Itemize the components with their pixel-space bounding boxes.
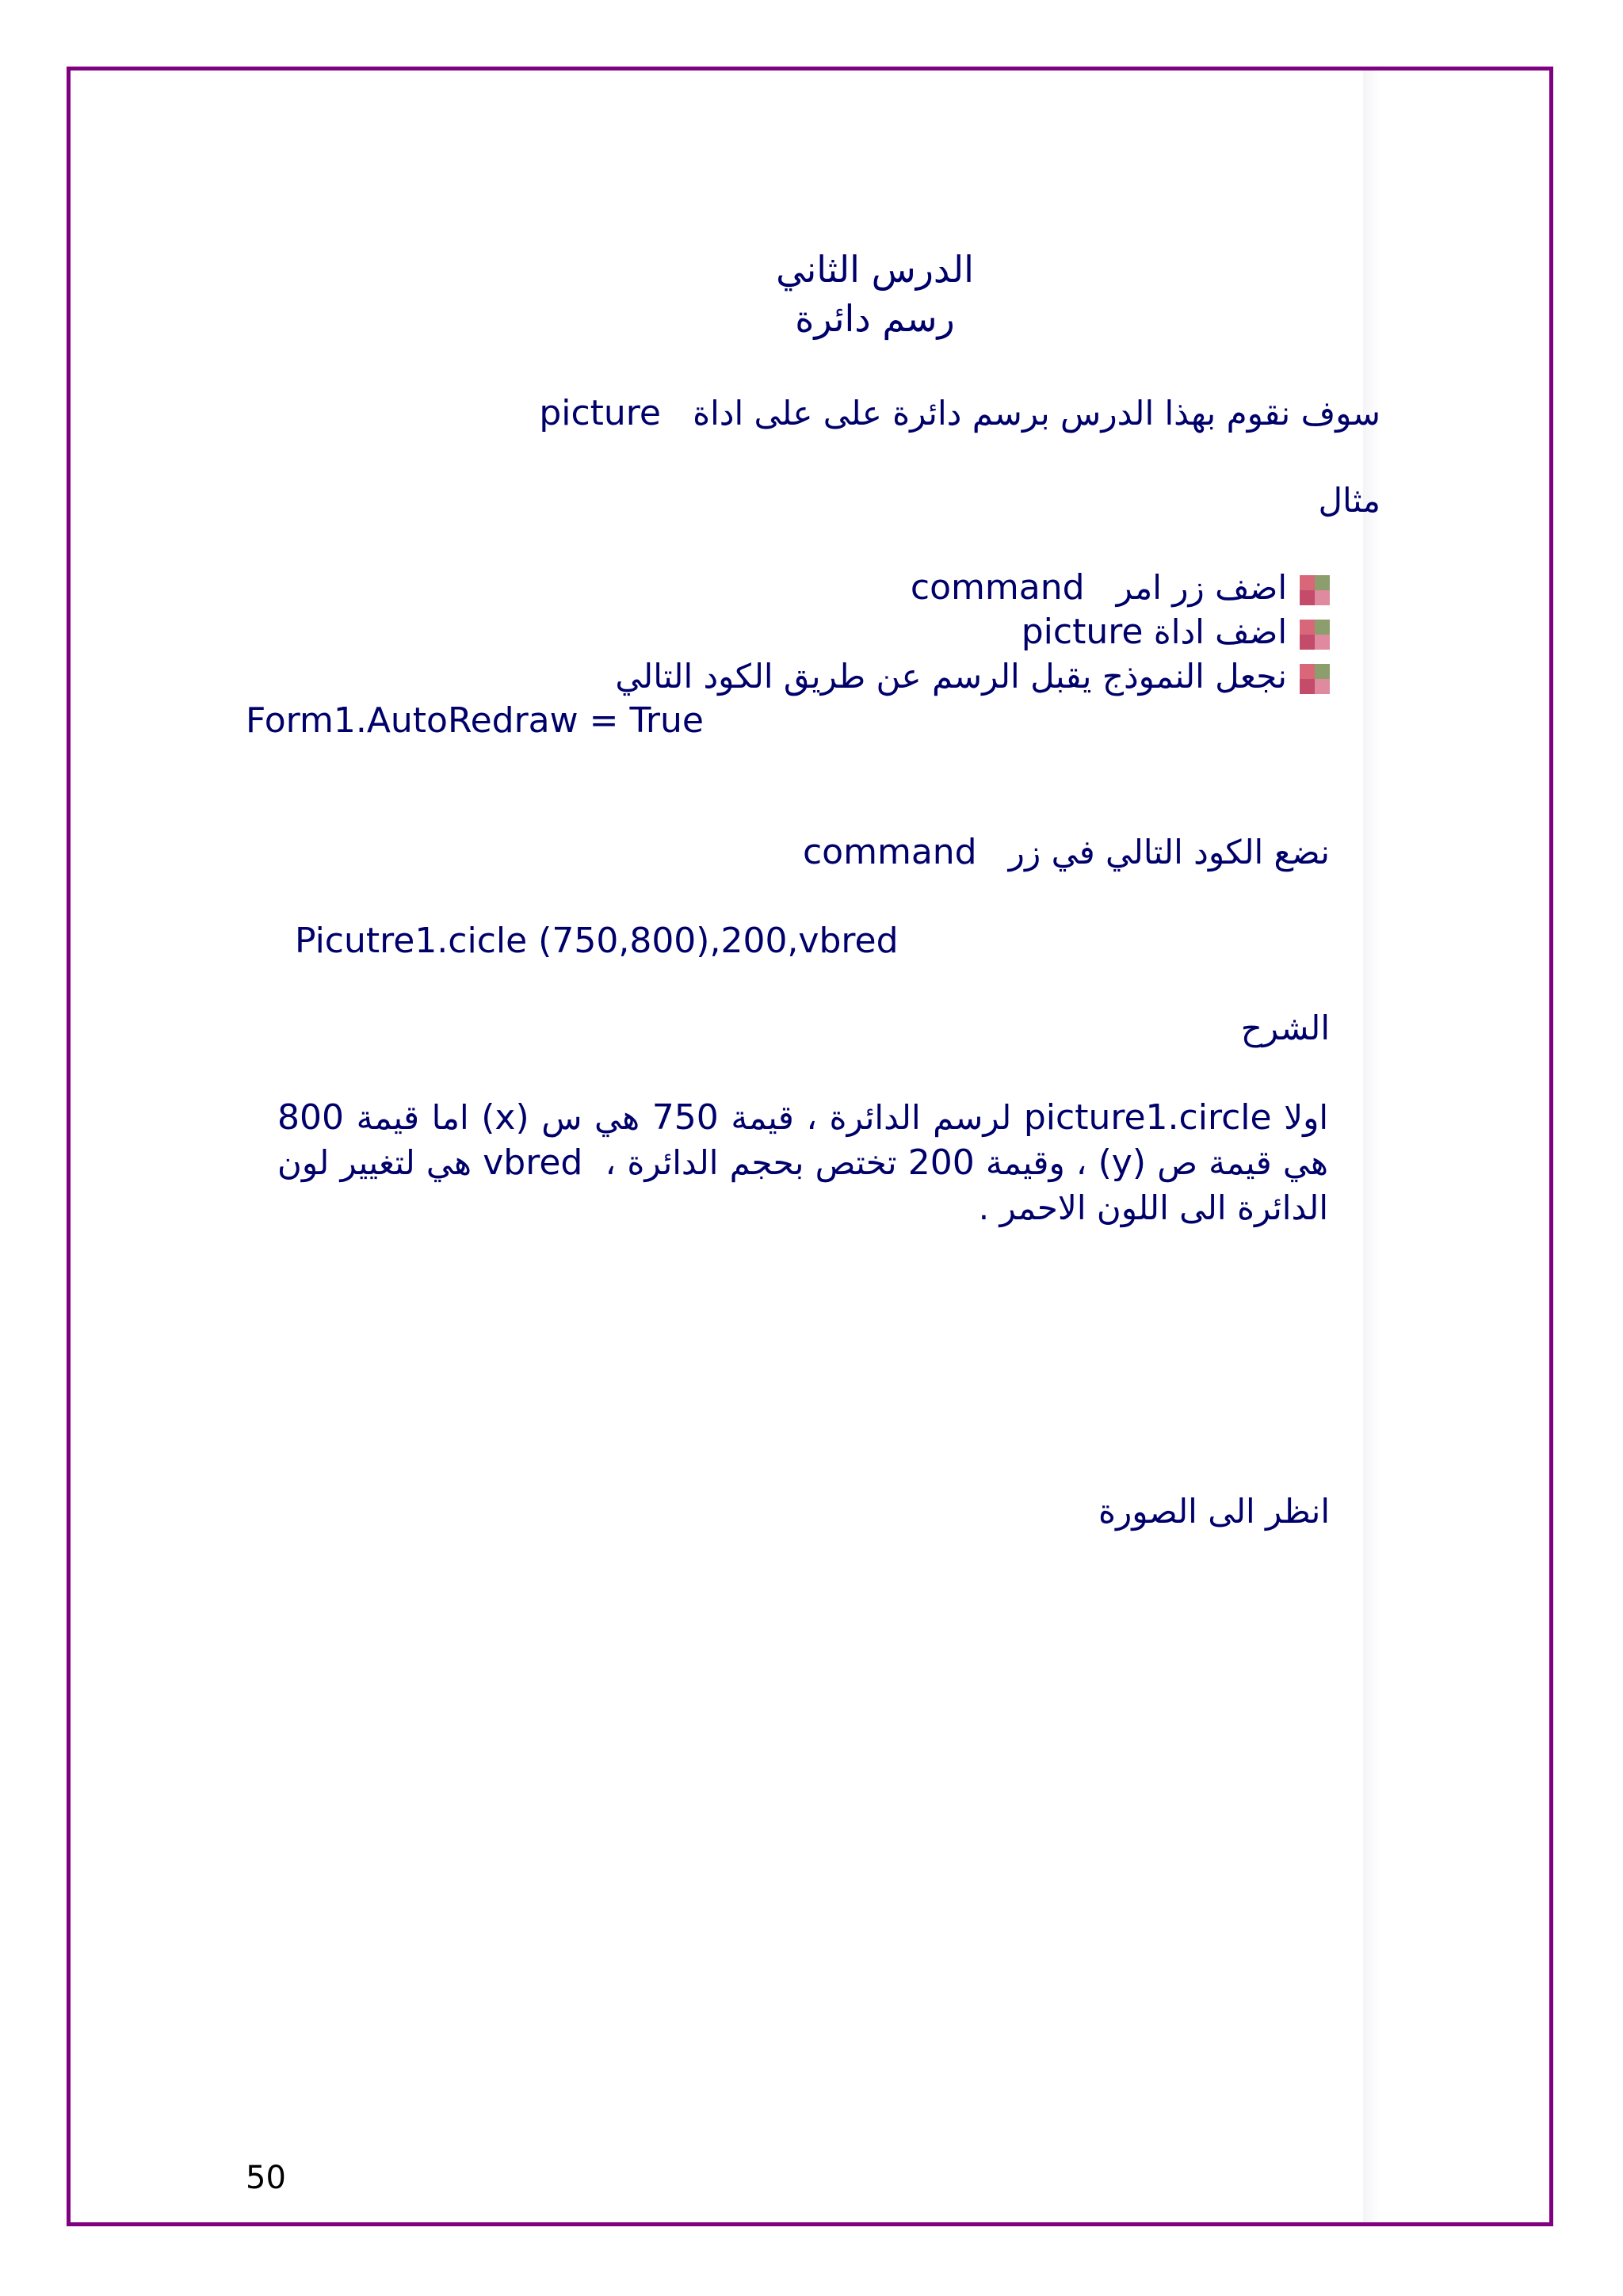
example-label: مثال [1318, 481, 1381, 520]
lesson-subtitle: رسم دائرة [795, 297, 955, 340]
put-code-line [803, 830, 1330, 875]
flower-bullet-icon [1300, 620, 1330, 650]
intro-keyword: picture [539, 393, 661, 433]
step-3-text: نجعل النموذج يقبل الرسم عن طريق الكود التالي [615, 657, 1287, 696]
intro-text: سوف نقوم بهذا الدرس برسم دائرة على على اداة [693, 394, 1381, 433]
page-number: 50 [246, 2160, 286, 2196]
step-3 [615, 654, 1330, 699]
code-autoredraw: Form1.AutoRedraw = True [246, 700, 704, 741]
step-1-keyword: command [910, 567, 1085, 608]
code-circle: Picutre1.cicle (750,800),200,vbred [295, 921, 899, 961]
step-1-text: اضف زر امر [1116, 568, 1287, 607]
flower-bullet-icon [1300, 664, 1330, 694]
step-2-keyword: picture [1021, 612, 1144, 652]
see-image-text: انظر الى الصورة [1098, 1492, 1330, 1531]
explanation-label: الشرح [1240, 1009, 1330, 1047]
lesson-title: الدرس الثاني [776, 248, 974, 291]
step-1 [911, 566, 1330, 610]
put-code-text: نضع الكود التالي في زر [1008, 833, 1330, 871]
explanation-paragraph: اولا picture1.circle لرسم الدائرة ، قيمة 750 هي س (x) اما قيمة 800 هي قيمة ص (y) ، وقيمة 200 تختص بحجم الدائرة ، vbred هي لتغيير لون الدائرة الى اللون الاحمر . [277, 1097, 1329, 1227]
intro-line [539, 391, 1381, 436]
step-2 [1022, 610, 1330, 654]
put-code-keyword: command [802, 832, 977, 872]
step-2-text: اضف اداة [1153, 612, 1287, 651]
flower-bullet-icon [1300, 575, 1330, 605]
